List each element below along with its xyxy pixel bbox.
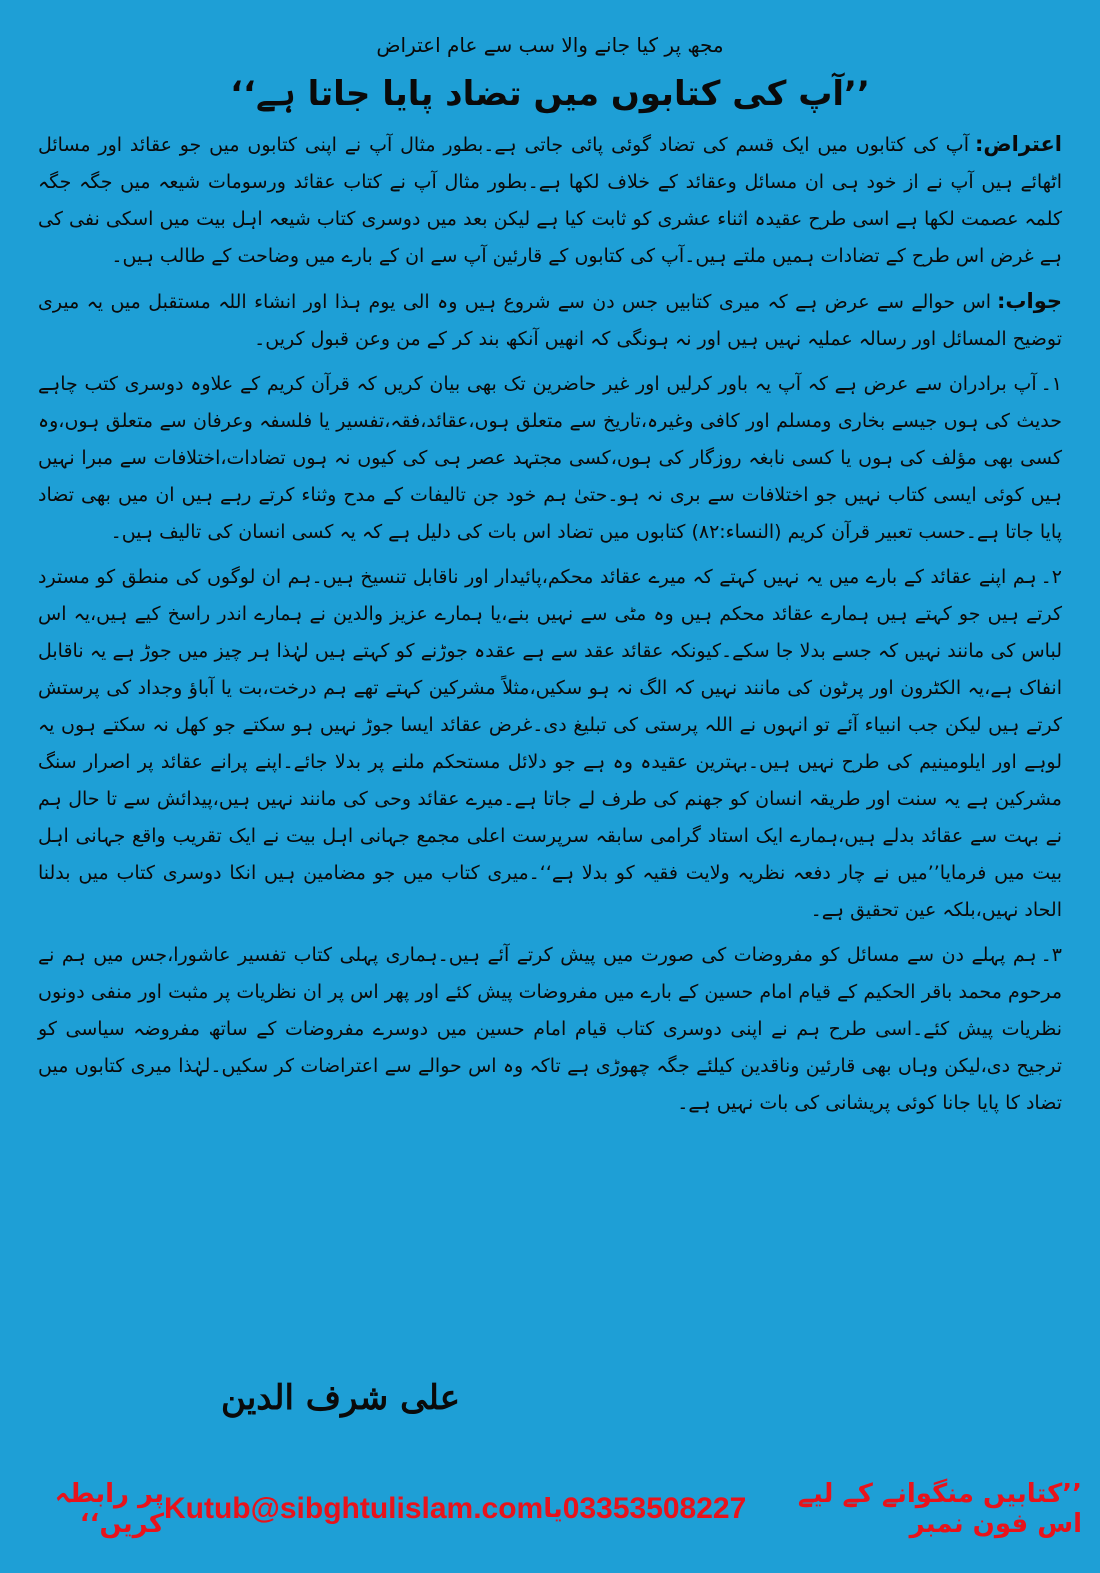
point-paragraph-1 <box>38 366 1062 551</box>
footer-or-text: یا <box>543 1494 563 1524</box>
point-number: ۱۔ <box>1040 373 1062 395</box>
footer-email-link[interactable]: Kutub@sibghtulislam.com <box>163 1492 544 1525</box>
point-number: ۲۔ <box>1040 566 1062 588</box>
point-text: آپ برادران سے عرض ہے کہ آپ یہ باور کرلیں اور غیر حاضرین تک بھی بیان کریں کہ قرآن کریم کے علاوہ دوسری کتب چاہے حدیث کی ہوں جیسے بخاری ومسلم اور کافی وغیرہ،تاریخ سے متعلق ہوں،عقائد،فقہ،تفسیر یا فلسفہ وعرفان سے متعلق ہوں،وہ کسی بھی مؤلف کی ہوں یا کسی نابغہ روزگار کی ہوں،کسی مجتہد عصر ہی کی کیوں نہ ہوں تضادات،اختلافات سے مبرا نہیں ہیں کوئی ایسی کتاب نہیں جو اختلافات سے بری نہ ہو۔حتیٰ ہم خود جن تالیفات کے مدح وثناء کرتے رہے ہیں ان میں بھی تضاد پایا جاتا ہے۔حسب تعبیر قرآن کریم (النساء:۸۲) کتابوں میں تضاد اس بات کی دلیل ہے کہ یہ کسی انسان کی تالیف ہیں۔ <box>38 373 1062 543</box>
point-number: ۳۔ <box>1040 944 1062 966</box>
page-subtitle: مجھ پر کیا جانے والا سب سے عام اعتراض <box>376 33 724 57</box>
objection-paragraph <box>38 126 1062 275</box>
point-text: ہم پہلے دن سے مسائل کو مفروضات کی صورت میں پیش کرتے آئے ہیں۔ہماری پہلی کتاب تفسیر عاشورا،جس میں ہم نے مرحوم محمد باقر الحکیم کے قیام امام حسین کے بارے میں مفروضات پیش کئے اور پھر اس پر ان نظریات پر مثبت اور منفی دونوں نظریات پیش کئے۔اسی طرح ہم نے اپنی دوسری کتاب قیام امام حسین میں دوسرے مفروضات کے ساتھ مفروضہ سیاسی کو ترجیح دی،لیکن وہاں بھی قارئین وناقدین کیلئے جگہ چھوڑی ہے تاکہ وہ اس حوالے سے اعتراضات کر سکیں۔لہٰذا میری کتابوں میں تضاد کا پایا جانا کوئی پریشانی کی بات نہیں ہے۔ <box>38 944 1062 1114</box>
article-body <box>38 28 1062 1130</box>
objection-label: اعتراض: <box>974 132 1062 156</box>
answer-text: اس حوالے سے عرض ہے کہ میری کتابیں جس دن سے شروع ہیں وہ الی یوم ہذا اور انشاء اللہ مستقبل میں یہ میری توضیح المسائل اور رسالہ عملیہ نہیں ہیں اور نہ ہونگی کہ انھیں آنکھ بند کر کے من وعن قبول کریں۔ <box>38 291 1062 350</box>
point-paragraph-2 <box>38 559 1062 929</box>
contact-footer <box>18 1479 1082 1539</box>
footer-phone-link[interactable]: 03353508227 <box>562 1492 747 1525</box>
point-text: ہم اپنے عقائد کے بارے میں یہ نہیں کہتے کہ میرے عقائد محکم،پائیدار اور ناقابل تنسیخ ہیں۔ہم ان لوگوں کی منطق کو مسترد کرتے ہیں جو کہتے ہیں ہمارے عقائد محکم ہیں وہ مٹی سے نہیں بنے،یا ہمارے عزیز والدین نے ہمارے اندر راسخ کیے ہیں،یہ اس لباس کی مانند نہیں کہ جسے بدلا جا سکے۔کیونکہ عقائد عقد سے ہے عقدہ جوڑنے کو کہتے ہیں لہٰذا ہر چیز میں جوڑ ہے یہ ناقابل انفاک ہے،یہ الکٹرون اور پرٹون کی مانند نہیں کہ الگ نہ ہو سکیں،مثلاً مشرکین کہتے تھے ہم درخت،بت یا آباؤ وجداد کی پرستش کرتے ہیں لیکن جب انبیاء آئے تو انہوں نے اللہ پرستی کی تبلیغ دی۔غرض عقائد ایسا جوڑ نہیں ہو سکتے جو کھل نہ سکتے ہوں یہ لوہے اور ایلومینیم کی طرح نہیں ہیں۔بہترین عقیدہ وہ ہے جو دلائل مستحکم ملنے پر بدلا جائے۔اپنے پرانے عقائد پر اصرار سنگ مشرکین ہے یہ سنت اور طریقہ انسان کو جھنم کی طرف لے جاتا ہے۔میرے عقائد وحی کی مانند نہیں ہیں،پیدائش سے تا حال ہم نے بہت سے عقائد بدلے ہیں،ہمارے ایک استاد گرامی سابقہ سرپرست اعلی مجمع جہانی اہل بیت نے ایک تقریب واقع جہانی اہل بیت میں فرمایا’’میں نے چار دفعہ نظریہ ولایت فقیہ کو بدلا ہے‘‘۔میری کتاب میں جو مضامین ہیں انکا دوسری کتاب میں بدلنا الحاد نہیں،بلکہ عین تحقیق ہے۔ <box>38 566 1062 921</box>
answer-label: جواب: <box>997 289 1062 313</box>
footer-urdu-start: ’’کتابیں منگوانے کے لیے اس فون نمبر <box>797 1479 1082 1539</box>
answer-paragraph <box>38 283 1062 358</box>
footer-urdu-end: پر رابطہ کریں‘‘ <box>54 1479 164 1539</box>
author-signature: علی شرف الدین <box>220 1378 460 1418</box>
page-title: ’’آپ کی کتابوں میں تضاد پایا جاتا ہے‘‘ <box>230 74 870 114</box>
objection-text: آپ کی کتابوں میں ایک قسم کی تضاد گوئی پائی جاتی ہے۔بطور مثال آپ نے اپنی کتابوں میں جو عقائد اور مسائل اٹھائے ہیں آپ نے از خود ہی ان مسائل وعقائد کے خلاف لکھا ہے۔بطور مثال آپ نے کتاب عقائد ورسومات شیعہ میں جگہ جگہ کلمہ عصمت لکھا ہے اسی طرح عقیدہ اثناء عشری کو ثابت کیا ہے لیکن بعد میں دوسری کتاب شیعہ اہل بیت میں اسکی نفی کی ہے غرض اس طرح کے تضادات ہمیں ملتے ہیں۔آپ کی کتابوں کے قارئین آپ سے ان کے بارے میں وضاحت کے طالب ہیں۔ <box>38 134 1062 267</box>
point-paragraph-3 <box>38 937 1062 1122</box>
